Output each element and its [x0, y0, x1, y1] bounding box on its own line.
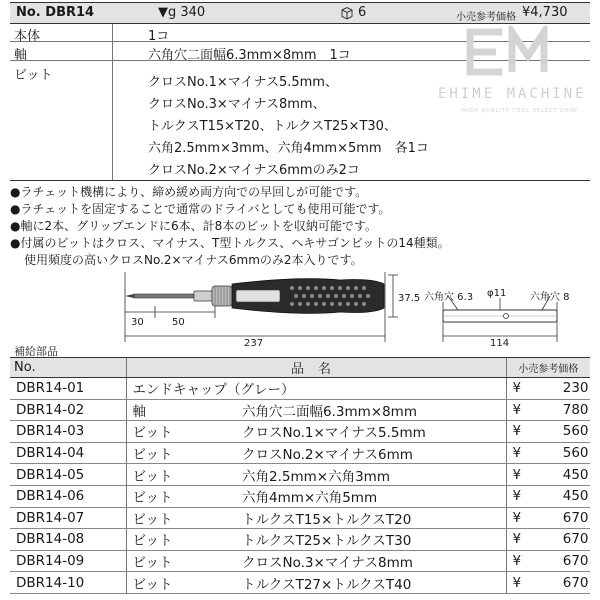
part-price: [506, 464, 590, 486]
screwdriver-diagram: [0, 262, 600, 346]
part-category: ビット: [126, 507, 242, 529]
spec-header: [10, 2, 590, 24]
currency-symbol: ¥: [512, 488, 522, 505]
part-number: DBR14-10: [10, 572, 126, 594]
part-number: DBR14-07: [10, 507, 126, 529]
box-icon: [340, 6, 354, 24]
model-number: No. DBR14: [16, 5, 95, 20]
currency-symbol: ¥: [512, 445, 522, 462]
feature-item: ●軸に2本、グリップエンドに6本、計8本のビットを収納可能です。: [10, 219, 377, 233]
part-number: DBR14-02: [10, 399, 126, 421]
dim-total: 237: [244, 338, 264, 349]
part-price: [506, 399, 590, 421]
part-category: 軸: [126, 399, 242, 421]
header-no: No.: [10, 358, 126, 378]
ehime-machine-logo-icon: [462, 26, 556, 82]
part-number: DBR14-05: [10, 464, 126, 486]
box-quantity: 6: [358, 5, 367, 20]
part-category: ビット: [126, 421, 242, 443]
price-amount: 670: [562, 574, 589, 591]
table-row: [10, 442, 590, 464]
part-category: ビット: [126, 442, 242, 464]
part-number: DBR14-04: [10, 442, 126, 464]
parts-table: [10, 357, 590, 594]
dim-shaft-length: 114: [490, 338, 510, 349]
spec-value-bits-line: 六角2.5mm×3mm、六角4mm×5mm 各1コ: [148, 141, 429, 156]
part-price: [506, 378, 590, 400]
part-price: [506, 507, 590, 529]
spec-label-body: 本体: [14, 29, 41, 44]
dim-height: 37.5: [398, 293, 421, 304]
part-description: トルクスT15×トルクスT20: [242, 507, 506, 529]
table-row: [10, 550, 590, 572]
feature-item: 使用頻度の高いクロスNo.2×マイナス6mmのみ2本入りです。: [24, 253, 363, 267]
spec-value-bits-line: クロスNo.1×マイナス5.5mm、: [148, 75, 338, 90]
currency-symbol: ¥: [512, 401, 522, 418]
dim-hex-right: 六角穴 8: [530, 292, 570, 303]
part-price: [506, 442, 590, 464]
table-row: [10, 399, 590, 421]
part-description: トルクスT25×トルクスT30: [242, 529, 506, 551]
dim-diameter: φ11: [487, 288, 507, 299]
price-value: ¥4,730: [522, 5, 568, 20]
spec-label-bits: ビット: [14, 68, 53, 83]
price-amount: 670: [562, 531, 589, 548]
header-name: 品名: [126, 358, 506, 378]
part-number: DBR14-03: [10, 421, 126, 443]
part-description: 六角4mm×六角5mm: [242, 485, 506, 507]
spec-value-bits-line: トルクスT15×T20、トルクスT25×T30、: [148, 119, 397, 134]
part-price: [506, 529, 590, 551]
part-category: ビット: [126, 572, 242, 594]
dim-hex-left: 六角穴 6.3: [424, 292, 474, 303]
part-category: エンドキャップ（グレー）: [126, 378, 506, 400]
part-price: [506, 421, 590, 443]
logo-text: EHIME MACHINE: [438, 86, 587, 102]
dim-shaft: 50: [172, 317, 185, 328]
part-number: DBR14-09: [10, 550, 126, 572]
part-description: クロスNo.3×マイナス8mm: [242, 550, 506, 572]
part-price: [506, 485, 590, 507]
feature-item: ●ラチェットを固定することで通常のドライバとしても使用可能です。: [10, 202, 391, 216]
spec-divider: [112, 24, 113, 180]
part-category: ビット: [126, 485, 242, 507]
part-number: DBR14-01: [10, 378, 126, 400]
part-description: トルクスT27×トルクスT40: [242, 572, 506, 594]
currency-symbol: ¥: [512, 509, 522, 526]
currency-symbol: ¥: [512, 466, 522, 483]
part-price: [506, 572, 590, 594]
spec-value-bits-line: クロスNo.2×マイナス6mmのみ2コ: [148, 163, 360, 178]
feature-item: ●ラチェット機構により、締め緩め両方向での早回しが可能です。: [10, 185, 368, 199]
price-amount: 670: [562, 509, 589, 526]
table-row: [10, 464, 590, 486]
price-amount: 560: [562, 423, 589, 440]
part-description: クロスNo.1×マイナス5.5mm: [242, 421, 506, 443]
currency-symbol: ¥: [512, 531, 522, 548]
feature-item: ●付属のビットはクロス、マイナス、T型トルクス、ヘキサゴンビットの14種類。: [10, 236, 450, 250]
price-amount: 780: [562, 401, 589, 418]
part-category: ビット: [126, 464, 242, 486]
header-price: 小売参考価格: [506, 358, 590, 378]
part-number: DBR14-06: [10, 485, 126, 507]
table-row: [10, 507, 590, 529]
spec-value-bits-line: クロスNo.3×マイナス8mm、: [148, 97, 326, 112]
spec-value-shaft: 六角穴二面幅6.3mm×8mm 1コ: [148, 48, 351, 63]
currency-symbol: ¥: [512, 423, 522, 440]
table-row: [10, 572, 590, 594]
currency-symbol: ¥: [512, 574, 522, 591]
part-description: 六角穴二面幅6.3mm×8mm: [242, 399, 506, 421]
part-category: ビット: [126, 550, 242, 572]
logo-tagline: HIGH QUALITY TOOL SELECT SHOP: [462, 108, 579, 114]
parts-title: 補給部品: [14, 345, 58, 358]
weight-value: ▼g 340: [158, 5, 206, 20]
part-price: [506, 550, 590, 572]
price-label: 小売参考価格: [456, 12, 516, 23]
currency-symbol: ¥: [512, 553, 522, 570]
spec-bottom-rule: [10, 180, 590, 181]
parts-header-row: [10, 358, 590, 378]
table-row: [10, 421, 590, 443]
part-description: 六角2.5mm×六角3mm: [242, 464, 506, 486]
table-row: [10, 378, 590, 400]
part-description: クロスNo.2×マイナス6mm: [242, 442, 506, 464]
spec-label-shaft: 軸: [14, 48, 28, 63]
part-number: DBR14-08: [10, 529, 126, 551]
price-amount: 450: [562, 488, 589, 505]
price-amount: 560: [562, 445, 589, 462]
price-amount: 450: [562, 466, 589, 483]
price-amount: 670: [562, 553, 589, 570]
currency-symbol: ¥: [512, 380, 522, 397]
part-category: ビット: [126, 529, 242, 551]
dim-tip: 30: [131, 317, 144, 328]
table-row: [10, 529, 590, 551]
spec-value-body: 1コ: [148, 29, 170, 44]
price-amount: 230: [562, 380, 589, 397]
table-row: [10, 485, 590, 507]
